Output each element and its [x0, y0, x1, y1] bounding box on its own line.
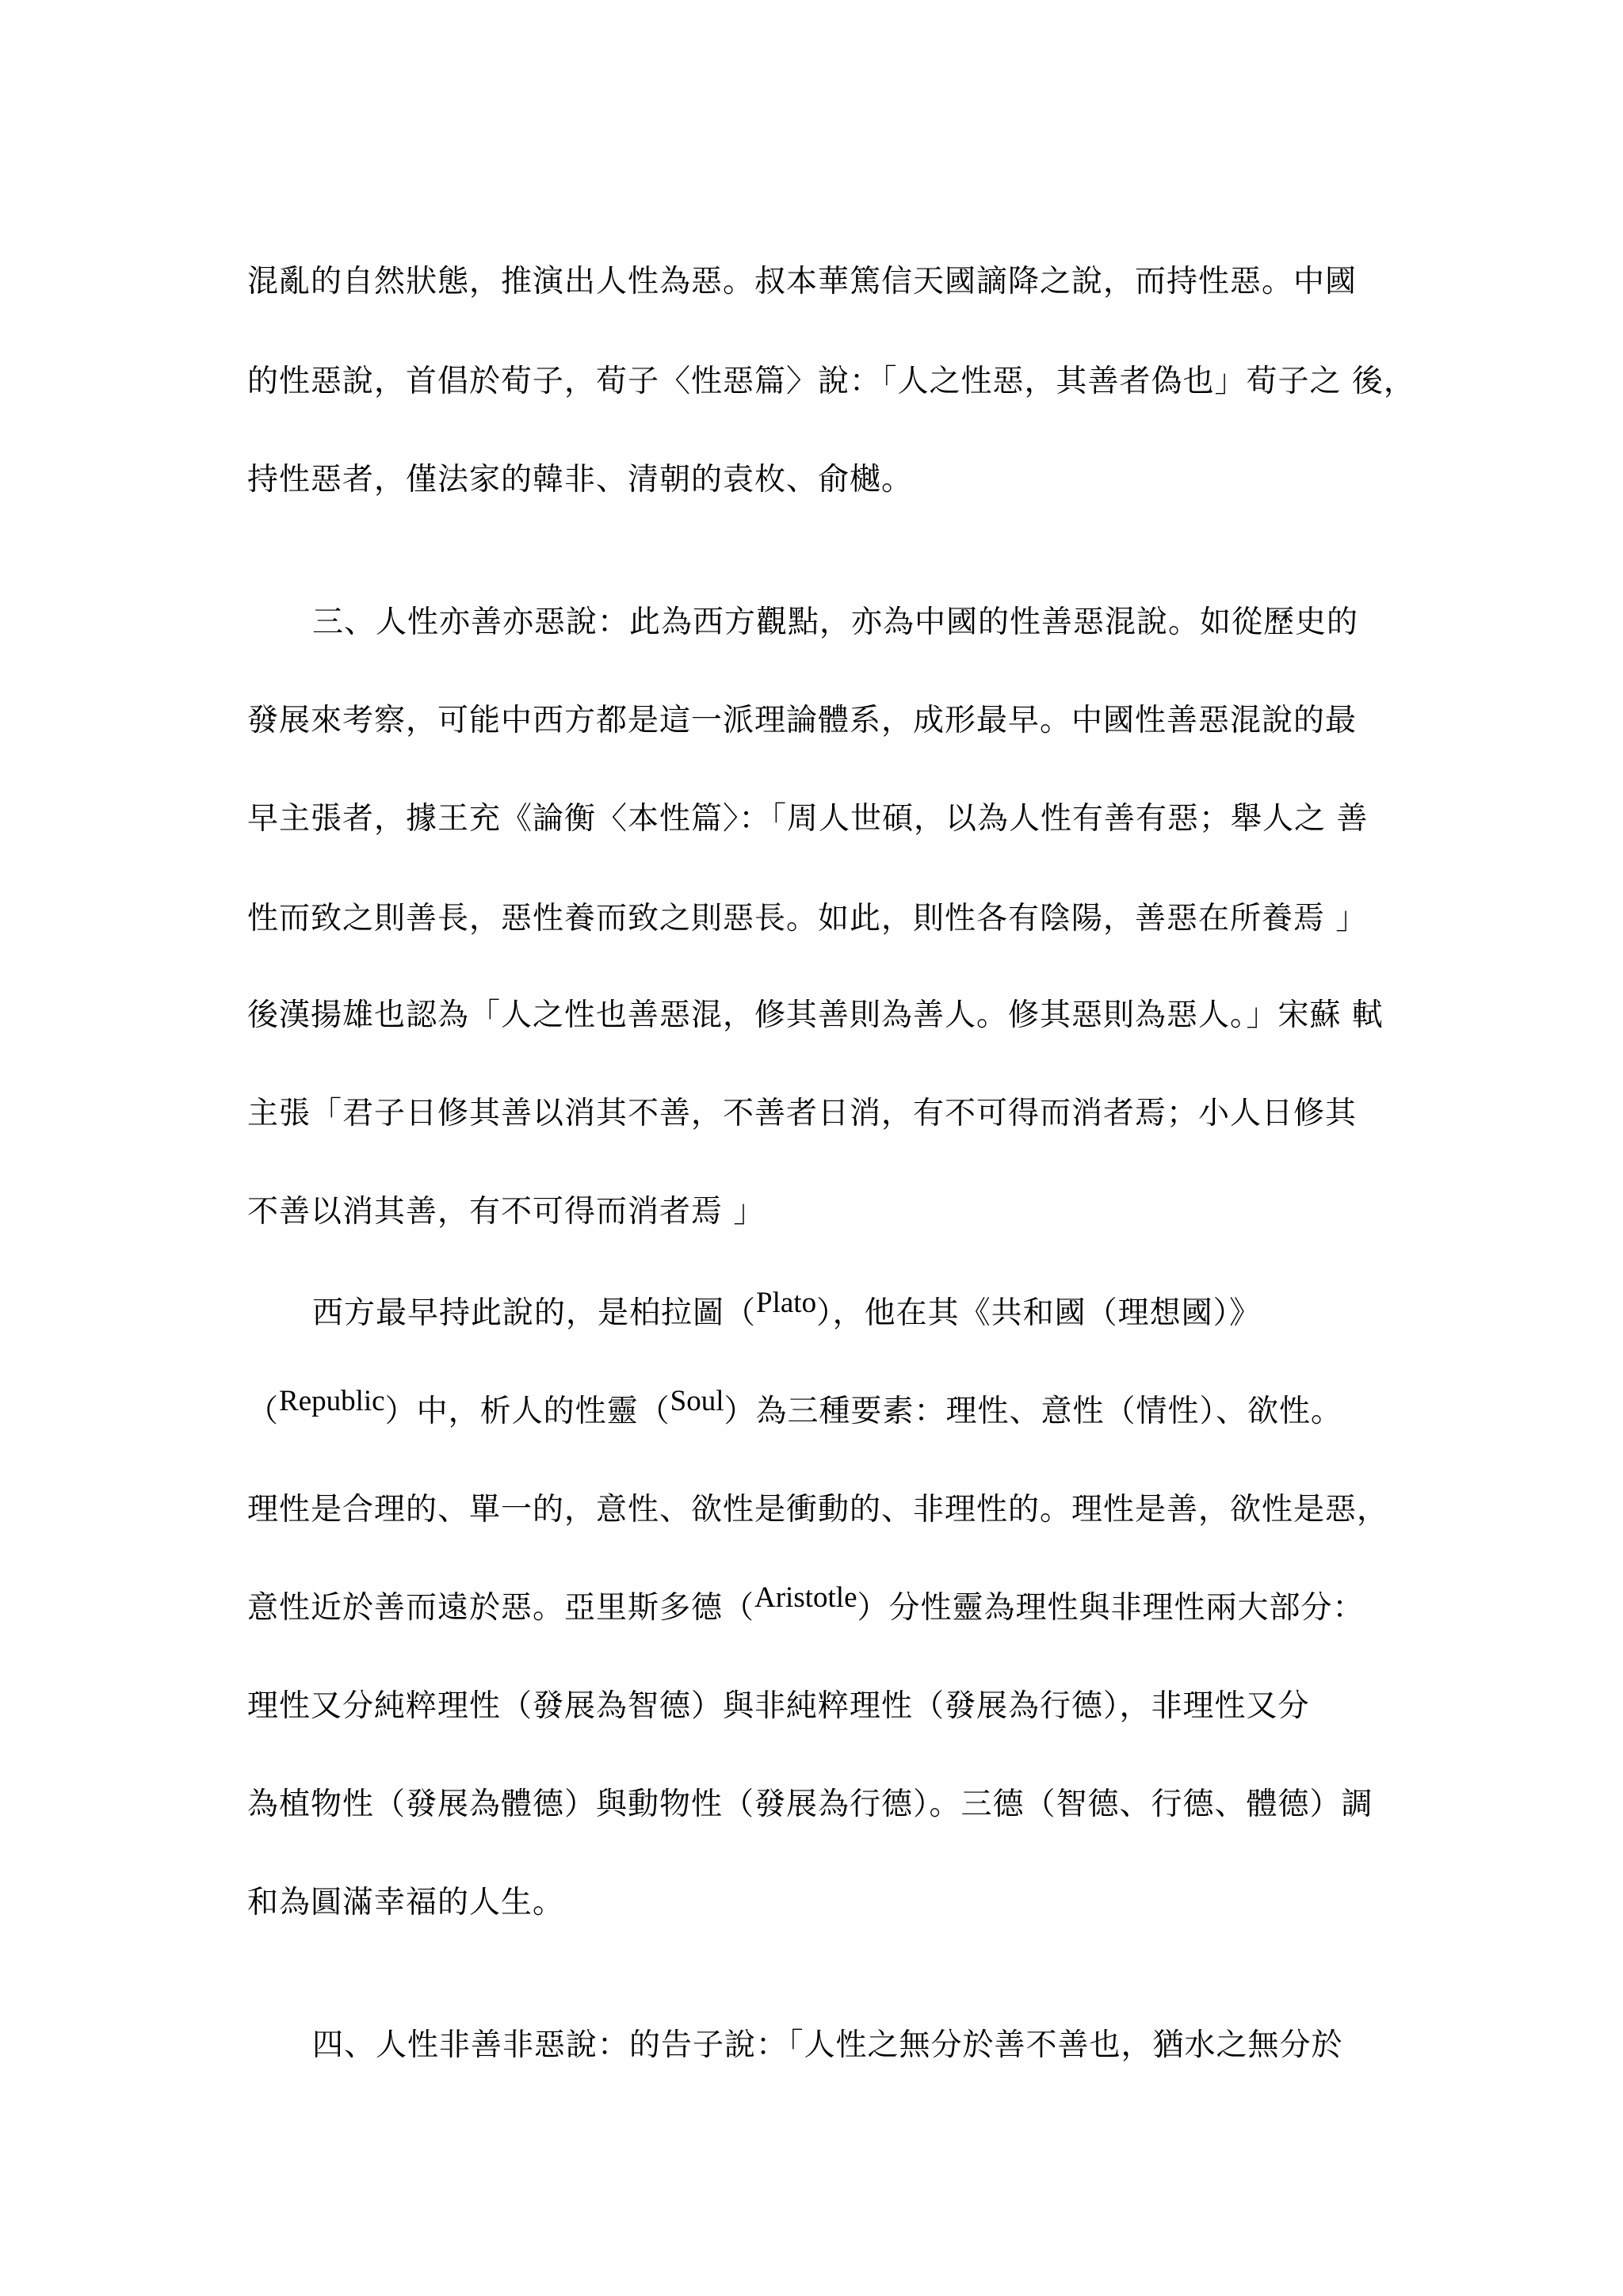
paragraph-4-line-1: 四、人性非善非惡說：的告子說：「人性之無分於善不善也，猶水之無分於 [312, 2027, 1343, 2063]
latin-term-plato: Plato [756, 1287, 817, 1319]
paragraph-2-line-3: 早主張者，據王充《論衡〈本性篇〉：「周人世碩，以為人性有善有惡；舉人之 善 [247, 801, 1369, 837]
paragraph-3-line-6: 為植物性（發展為體德）與動物性（發展為行德）。三德（智德、行德、體德）調 [247, 1787, 1373, 1822]
paragraph-3-line-1 [312, 1287, 1469, 1337]
latin-term-soul: Soul [670, 1385, 724, 1417]
text-segment: ）分性靈為理性與非理性兩大部分： [857, 1590, 1365, 1626]
paragraph-2-line-5: 後漢揚雄也認為「人之性也善惡混，修其善則為善人。修其惡則為惡人。」宋蘇 軾 [247, 997, 1384, 1033]
paragraph-2-line-2: 發展來考察，可能中西方都是這一派理論體系，成形最早。中國性善惡混說的最 [247, 703, 1358, 738]
latin-term-republic: Republic [279, 1385, 385, 1417]
paragraph-3-line-7: 和為圓滿幸福的人生。 [247, 1885, 565, 1920]
paragraph-3-line-4 [247, 1581, 1404, 1632]
latin-term-aristotle: Aristotle [754, 1581, 857, 1614]
paragraph-3-line-5: 理性又分純粹理性（發展為智德）與非純粹理性（發展為行德），非理性又分 [247, 1688, 1310, 1724]
text-segment: （ [247, 1394, 280, 1429]
paragraph-2-line-1: 三、人性亦善亦惡說：此為西方觀點，亦為中國的性善惡混說。如從歷史的 [312, 605, 1359, 640]
text-segment: ）中，析人的性靈（ [384, 1394, 670, 1429]
paragraph-1-line-1: 混亂的自然狀態，推演出人性為惡。叔本華篤信天國謫降之說，而持性惡。中國 [247, 264, 1358, 299]
paragraph-3-line-2 [247, 1385, 1404, 1436]
text-segment: 西方最早持此說的，是柏拉圖（ [312, 1295, 757, 1331]
paragraph-1-line-2: 的性惡說，首倡於荀子，荀子〈性惡篇〉說：「人之性惡，其善者偽也」荀子之 後， [247, 364, 1415, 399]
paragraph-2-line-4: 性而致之則善長，惡性養而致之則惡長。如此，則性各有陰陽，善惡在所養焉 」 [247, 901, 1368, 936]
text-segment: ）為三種要素：理性、意性（情性）、欲性。 [724, 1394, 1342, 1429]
text-segment: 意性近於善而遠於惡。亞里斯多德（ [247, 1590, 755, 1626]
paragraph-2-line-6: 主張「君子日修其善以消其不善，不善者日消，有不可得而消者焉；小人日修其 [247, 1096, 1358, 1131]
paragraph-2-line-7: 不善以消其善，有不可得而消者焉 」 [247, 1194, 766, 1230]
paragraph-1-line-3: 持性惡者，僅法家的韓非、清朝的袁枚、俞樾。 [247, 462, 914, 498]
text-segment: ），他在其《共和國（理想國）》 [816, 1295, 1262, 1331]
paragraph-3-line-3: 理性是合理的、單一的，意性、欲性是衝動的、非理性的。理性是善，欲性是惡， [247, 1492, 1389, 1527]
